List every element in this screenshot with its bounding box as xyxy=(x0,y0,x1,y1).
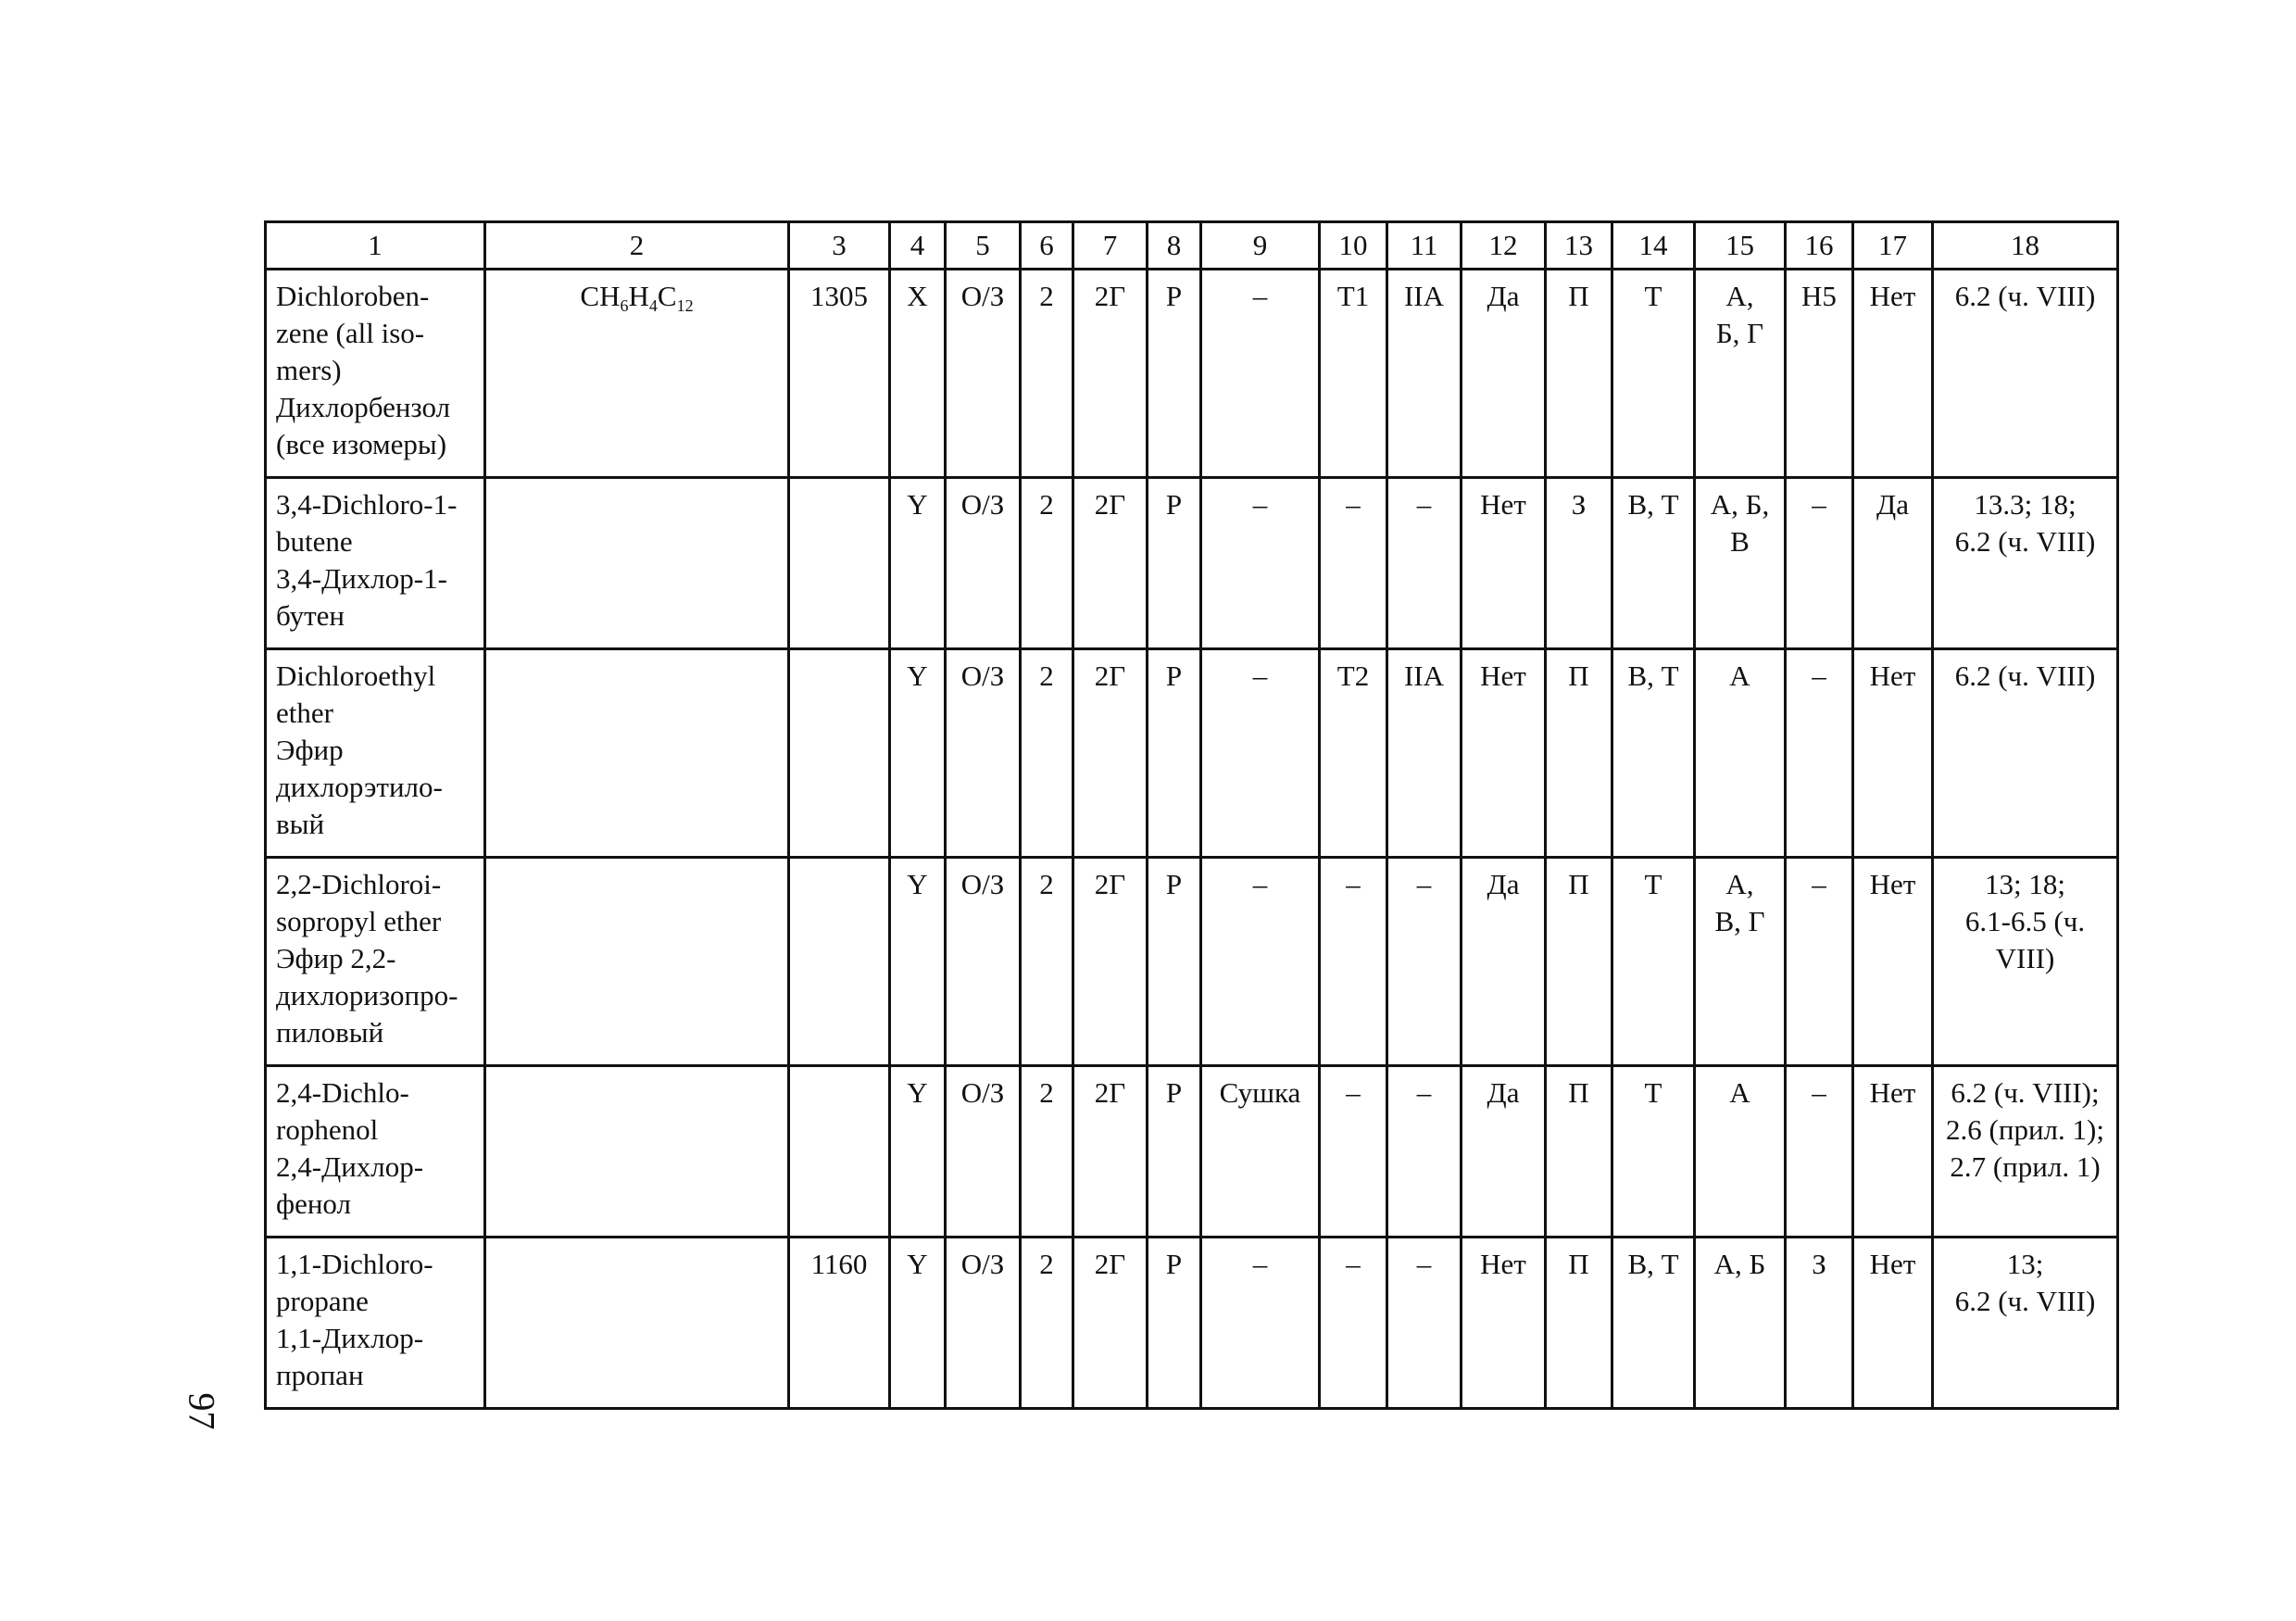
formula-part: H xyxy=(628,280,649,312)
formula-cell xyxy=(485,1238,789,1409)
cell-col-7: 2Г xyxy=(1073,649,1148,858)
cell-col-8: Р xyxy=(1148,478,1201,649)
cell-col-10: Т2 xyxy=(1320,649,1387,858)
cell-col-14: В, Т xyxy=(1612,1238,1695,1409)
cell-col-4: Y xyxy=(890,858,946,1066)
cell-line: 6.2 (ч. VIII) xyxy=(1954,1285,2096,1317)
cell-line: 6.2 (ч. VIII) xyxy=(1954,280,2096,312)
cell-col-9: – xyxy=(1201,1238,1320,1409)
cell-col-8: Р xyxy=(1148,858,1201,1066)
formula-part: 4 xyxy=(648,296,658,315)
cell-col-15 xyxy=(1695,1238,1786,1409)
cell-col-11: – xyxy=(1387,1066,1462,1238)
substance-name-cell xyxy=(266,1238,485,1409)
cell-line: 6.2 (ч. VIII) xyxy=(1954,525,2096,558)
cell-col-18 xyxy=(1933,649,2118,858)
cell-col-18 xyxy=(1933,270,2118,478)
substance-name-line: 3,4-Dichloro-1- xyxy=(276,488,458,521)
cell-col-18 xyxy=(1933,478,2118,649)
cell-col-13: П xyxy=(1546,858,1612,1066)
substance-name-line: zene (all iso- xyxy=(276,317,425,349)
column-header-14: 14 xyxy=(1612,222,1695,270)
column-header-12: 12 xyxy=(1462,222,1546,270)
substance-name-line: mers) xyxy=(276,354,342,386)
cell-col-11: IIА xyxy=(1387,270,1462,478)
cell-col-11: – xyxy=(1387,858,1462,1066)
cell-col-7: 2Г xyxy=(1073,1066,1148,1238)
cell-col-17: Да xyxy=(1853,478,1933,649)
table-row xyxy=(266,858,2118,1066)
substance-name-line: butene xyxy=(276,525,353,558)
substance-name-line: пропан xyxy=(276,1359,364,1391)
substance-name-line: propane xyxy=(276,1285,369,1317)
cell-col-4: Y xyxy=(890,649,946,858)
cell-col-13: П xyxy=(1546,1066,1612,1238)
column-header-6: 6 xyxy=(1021,222,1073,270)
cell-col-11: – xyxy=(1387,1238,1462,1409)
cell-col-16: – xyxy=(1786,649,1853,858)
substance-name-line: Dichloroben- xyxy=(276,280,430,312)
cell-col-8: Р xyxy=(1148,1238,1201,1409)
cell-col-12: Нет xyxy=(1462,649,1546,858)
substance-name-line: 2,4-Дихлор- xyxy=(276,1150,424,1183)
table-row xyxy=(266,649,2118,858)
formula-part: 6 xyxy=(620,296,629,315)
cell-col-10: Т1 xyxy=(1320,270,1387,478)
cell-col-15 xyxy=(1695,270,1786,478)
cell-col-5: О/З xyxy=(946,478,1021,649)
cell-line: 2.7 (прил. 1) xyxy=(1950,1150,2101,1183)
cell-line: 13; xyxy=(2006,1248,2044,1280)
substance-name-line: sopropyl ether xyxy=(276,905,442,937)
substance-name-cell xyxy=(266,270,485,478)
substance-name-line: (все изомеры) xyxy=(276,428,447,460)
cell-line: А, xyxy=(1725,280,1754,312)
cell-col-7: 2Г xyxy=(1073,270,1148,478)
cell-col-14: В, Т xyxy=(1612,478,1695,649)
cell-col-4: Y xyxy=(890,1066,946,1238)
cell-col-3: 1160 xyxy=(789,1238,890,1409)
formula-cell xyxy=(485,1066,789,1238)
cell-col-5: О/З xyxy=(946,1238,1021,1409)
formula-part: CH xyxy=(580,280,621,312)
cell-col-14: В, Т xyxy=(1612,649,1695,858)
substance-name-line: Эфир xyxy=(276,734,344,766)
cell-col-17: Нет xyxy=(1853,649,1933,858)
table-row xyxy=(266,270,2118,478)
cell-col-18 xyxy=(1933,858,2118,1066)
cell-col-9: – xyxy=(1201,649,1320,858)
cell-col-10: – xyxy=(1320,858,1387,1066)
cell-col-14: Т xyxy=(1612,1066,1695,1238)
cell-col-10: – xyxy=(1320,478,1387,649)
cell-line: 13; 18; xyxy=(1985,868,2065,900)
column-header-10: 10 xyxy=(1320,222,1387,270)
cell-col-12: Да xyxy=(1462,270,1546,478)
column-header-1: 1 xyxy=(266,222,485,270)
substance-name-line: дихлоризопро- xyxy=(276,979,458,1012)
column-header-15: 15 xyxy=(1695,222,1786,270)
cell-line: 13.3; 18; xyxy=(1974,488,2076,521)
cell-col-15 xyxy=(1695,858,1786,1066)
table-row xyxy=(266,478,2118,649)
table-row xyxy=(266,1066,2118,1238)
page-number: 97 xyxy=(181,1392,223,1430)
cell-col-6: 2 xyxy=(1021,649,1073,858)
substance-name-cell xyxy=(266,1066,485,1238)
cell-col-11: IIА xyxy=(1387,649,1462,858)
cell-col-9: – xyxy=(1201,478,1320,649)
column-header-3: 3 xyxy=(789,222,890,270)
cell-line: В xyxy=(1730,525,1750,558)
cell-col-3 xyxy=(789,478,890,649)
cell-col-14: Т xyxy=(1612,270,1695,478)
substance-name-line: Эфир 2,2- xyxy=(276,942,396,974)
column-header-13: 13 xyxy=(1546,222,1612,270)
cell-col-6: 2 xyxy=(1021,1066,1073,1238)
formula-part: C xyxy=(657,280,677,312)
cell-line: А xyxy=(1729,660,1750,692)
cell-col-3 xyxy=(789,649,890,858)
cell-col-15 xyxy=(1695,649,1786,858)
substance-name-line: 2,2-Dichloroi- xyxy=(276,868,442,900)
cell-col-17: Нет xyxy=(1853,270,1933,478)
cell-col-12: Нет xyxy=(1462,1238,1546,1409)
cell-col-12: Да xyxy=(1462,1066,1546,1238)
cell-line: VIII) xyxy=(1995,942,2055,974)
cell-col-17: Нет xyxy=(1853,1238,1933,1409)
substance-name-line: Dichloroethyl xyxy=(276,660,436,692)
substance-name-cell xyxy=(266,649,485,858)
formula-cell xyxy=(485,270,789,478)
chemical-data-table xyxy=(264,220,2119,1410)
cell-col-4: Y xyxy=(890,478,946,649)
cell-col-9: – xyxy=(1201,858,1320,1066)
column-header-2: 2 xyxy=(485,222,789,270)
cell-col-7: 2Г xyxy=(1073,1238,1148,1409)
cell-col-8: Р xyxy=(1148,649,1201,858)
formula-part: 12 xyxy=(676,296,694,315)
cell-col-4: Y xyxy=(890,1238,946,1409)
cell-col-13: З xyxy=(1546,478,1612,649)
cell-col-15 xyxy=(1695,1066,1786,1238)
cell-line: 2.6 (прил. 1); xyxy=(1946,1113,2104,1146)
cell-col-5: О/З xyxy=(946,270,1021,478)
cell-col-8: Р xyxy=(1148,270,1201,478)
formula-cell xyxy=(485,858,789,1066)
cell-col-13: П xyxy=(1546,649,1612,858)
substance-name-line: 3,4-Дихлор-1- xyxy=(276,562,447,595)
cell-col-10: – xyxy=(1320,1238,1387,1409)
substance-name-line: фенол xyxy=(276,1187,351,1220)
column-header-7: 7 xyxy=(1073,222,1148,270)
formula-cell xyxy=(485,649,789,858)
column-header-17: 17 xyxy=(1853,222,1933,270)
cell-col-6: 2 xyxy=(1021,858,1073,1066)
cell-col-5: О/З xyxy=(946,1066,1021,1238)
cell-col-17: Нет xyxy=(1853,858,1933,1066)
cell-col-8: Р xyxy=(1148,1066,1201,1238)
substance-name-line: rophenol xyxy=(276,1113,379,1146)
column-header-16: 16 xyxy=(1786,222,1853,270)
cell-col-16: – xyxy=(1786,478,1853,649)
substance-name-line: вый xyxy=(276,808,325,840)
column-header-5: 5 xyxy=(946,222,1021,270)
cell-col-16: З xyxy=(1786,1238,1853,1409)
cell-col-16: – xyxy=(1786,1066,1853,1238)
cell-line: А xyxy=(1729,1076,1750,1109)
substance-name-line: Дихлорбензол xyxy=(276,391,451,423)
cell-line: 6.2 (ч. VIII); xyxy=(1951,1076,2100,1109)
cell-col-4: X xyxy=(890,270,946,478)
cell-col-13: П xyxy=(1546,1238,1612,1409)
cell-col-6: 2 xyxy=(1021,270,1073,478)
substance-name-line: дихлорэтило- xyxy=(276,771,443,803)
substance-name-line: 1,1-Дихлор- xyxy=(276,1322,424,1354)
cell-col-15 xyxy=(1695,478,1786,649)
cell-col-11: – xyxy=(1387,478,1462,649)
cell-col-10: – xyxy=(1320,1066,1387,1238)
formula-cell xyxy=(485,478,789,649)
cell-line: 6.1-6.5 (ч. xyxy=(1964,905,2086,937)
substance-name-line: бутен xyxy=(276,599,345,632)
cell-line: А, xyxy=(1725,868,1754,900)
cell-col-16: Н5 xyxy=(1786,270,1853,478)
cell-col-12: Да xyxy=(1462,858,1546,1066)
cell-col-5: О/З xyxy=(946,649,1021,858)
column-header-18: 18 xyxy=(1933,222,2118,270)
cell-line: 6.2 (ч. VIII) xyxy=(1954,660,2096,692)
column-header-8: 8 xyxy=(1148,222,1201,270)
cell-col-12: Нет xyxy=(1462,478,1546,649)
cell-col-5: О/З xyxy=(946,858,1021,1066)
cell-line: А, Б, xyxy=(1710,488,1770,521)
substance-name-cell xyxy=(266,858,485,1066)
substance-name-line: ether xyxy=(276,697,333,729)
column-header-4: 4 xyxy=(890,222,946,270)
cell-col-3 xyxy=(789,1066,890,1238)
cell-col-6: 2 xyxy=(1021,478,1073,649)
cell-col-9: Сушка xyxy=(1201,1066,1320,1238)
table-row xyxy=(266,1238,2118,1409)
cell-col-9: – xyxy=(1201,270,1320,478)
cell-line: В, Г xyxy=(1714,905,1765,937)
cell-col-18 xyxy=(1933,1238,2118,1409)
cell-line: Б, Г xyxy=(1715,317,1764,349)
column-header-9: 9 xyxy=(1201,222,1320,270)
cell-col-18 xyxy=(1933,1066,2118,1238)
cell-line: А, Б xyxy=(1713,1248,1766,1280)
column-number-header-row xyxy=(266,222,2118,270)
column-header-11: 11 xyxy=(1387,222,1462,270)
substance-name-line: 1,1-Dichloro- xyxy=(276,1248,433,1280)
cell-col-16: – xyxy=(1786,858,1853,1066)
cell-col-3 xyxy=(789,858,890,1066)
cell-col-13: П xyxy=(1546,270,1612,478)
substance-name-line: пиловый xyxy=(276,1016,384,1049)
cell-col-7: 2Г xyxy=(1073,478,1148,649)
cell-col-3: 1305 xyxy=(789,270,890,478)
substance-name-cell xyxy=(266,478,485,649)
cell-col-6: 2 xyxy=(1021,1238,1073,1409)
cell-col-14: Т xyxy=(1612,858,1695,1066)
cell-col-7: 2Г xyxy=(1073,858,1148,1066)
cell-col-17: Нет xyxy=(1853,1066,1933,1238)
substance-name-line: 2,4-Dichlo- xyxy=(276,1076,409,1109)
